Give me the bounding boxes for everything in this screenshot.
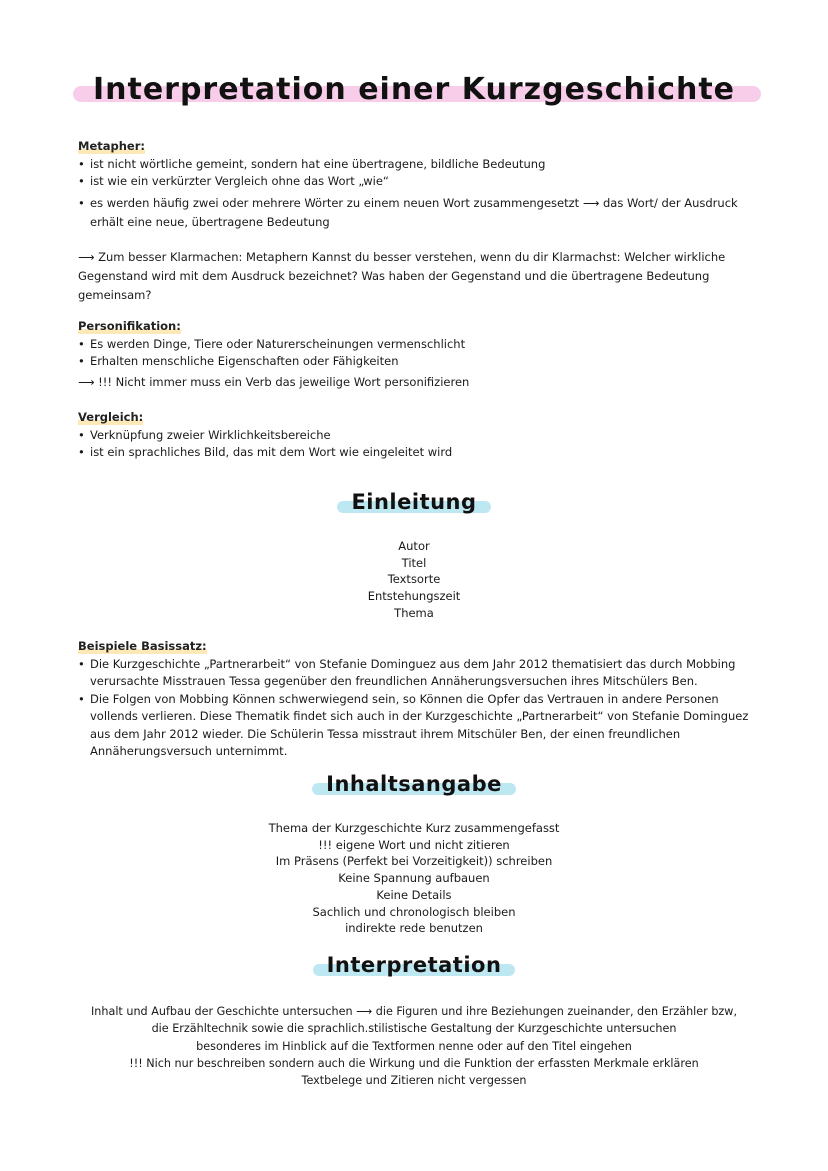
metapher-section [78, 138, 758, 305]
list-item: Keine Details [376, 887, 452, 902]
list-item: besonderes im Hinblick auf die Textformen nenne oder auf den Titel eingehen [196, 1039, 632, 1053]
list-item: Sachlich und chronologisch bleiben [312, 904, 516, 919]
personifikation-label: Personifikation: [78, 318, 181, 336]
list-item: Textsorte [387, 572, 441, 587]
list-item: Im Präsens (Perfekt bei Vorzeitigkeit)) schreiben [275, 854, 553, 869]
interpretation-heading-container [0, 953, 828, 977]
beispiele-section [78, 638, 758, 761]
personifikation-list [78, 336, 758, 371]
list-item: • ist ein sprachliches Bild, das mit dem Wort wie eingeleitet wird [78, 444, 758, 462]
list-item: Thema [394, 605, 434, 620]
metapher-note: ⟶ Zum besser Klarmachen: Metaphern Kannst du besser verstehen, wenn du dir Klarmachst: Welcher wirkliche Gegenstand wird mit dem Ausdruck bezeichnet? Was haben der Gegenstand und die übertragene Bedeutung gemeinsam? [78, 249, 726, 302]
interpretation-list [0, 1003, 828, 1089]
beispiele-label: Beispiele Basissatz: [78, 638, 207, 656]
metapher-list [78, 156, 758, 232]
list-item: Entstehungszeit [367, 589, 461, 604]
list-item: Textbelege und Zitieren nicht vergessen [301, 1074, 527, 1088]
inhaltsangabe-heading: Inhaltsangabe [320, 772, 508, 796]
inhaltsangabe-list [0, 820, 828, 937]
vergleich-list [78, 427, 758, 462]
list-item: • ist nicht wörtliche gemeint, sondern hat eine übertragene, bildliche Bedeutung [78, 156, 758, 174]
list-item: Inhalt und Aufbau der Geschichte untersuchen ⟶ die Figuren und ihre Beziehungen zueinander, den Erzähler bzw, [90, 1005, 738, 1018]
list-item: • Die Kurzgeschichte „Partnerarbeit“ von Stefanie Dominguez aus dem Jahr 2012 thematisiert das durch Mobbing verursachte Misstrauen Tessa gegenüber den freundlichen Annäherungsversuchen ihres Mitschülers Ben. [78, 656, 758, 691]
personifikation-section [78, 318, 758, 391]
vergleich-section [78, 409, 758, 462]
list-item: !!! Nich nur beschreiben sondern auch die Wirkung und die Funktion der erfassten Merkmale erklären [129, 1056, 699, 1070]
list-item: • Verknüpfung zweier Wirklichkeitsbereiche [78, 427, 758, 445]
list-item: !!! eigene Wort und nicht zitieren [318, 837, 510, 852]
einleitung-heading: Einleitung [345, 490, 482, 514]
einleitung-heading-container [0, 490, 828, 514]
list-item: • Es werden Dinge, Tiere oder Naturerscheinungen vermenschlicht [78, 336, 758, 354]
list-item: Thema der Kurzgeschichte Kurz zusammengefasst [268, 821, 560, 835]
list-item: • Die Folgen von Mobbing Können schwerwiegend sein, so Können die Opfer das Vertrauen in andere Personen vollends verlieren. Diese Thematik findet sich auch in der Kurzgeschichte „Partnerarbeit“ von Stefanie Dominguez aus dem Jahr 2012 wieder. Die Schülerin Tessa misstraut ihrem Mitschüler Ben, der einen freundlichen Annäherungsversuch unternimmt. [78, 691, 758, 761]
list-item: • Erhalten menschliche Eigenschaften oder Fähigkeiten [78, 353, 758, 371]
interpretation-heading: Interpretation [321, 953, 508, 977]
list-item: Keine Spannung aufbauen [338, 871, 490, 886]
list-item: die Erzähltechnik sowie die sprachlich.stilistische Gestaltung der Kurzgeschichte untersuchen [151, 1022, 677, 1036]
list-item: Titel [401, 555, 427, 570]
einleitung-list [0, 538, 828, 622]
title-container [0, 72, 828, 107]
list-item: • es werden häufig zwei oder mehrere Wörter zu einem neuen Wort zusammengesetzt ⟶ das Wort/ der Ausdruck erhält eine neue, übertragene Bedeutung [78, 194, 758, 232]
metapher-label: Metapher: [78, 138, 145, 156]
list-item: indirekte rede benutzen [345, 921, 483, 936]
list-item: Autor [398, 539, 430, 553]
page-title: Interpretation einer Kurzgeschichte [79, 72, 749, 107]
personifikation-note: ⟶ !!! Nicht immer muss ein Verb das jeweilige Wort personifizieren [78, 374, 470, 389]
vergleich-label: Vergleich: [78, 409, 143, 427]
list-item: • ist wie ein verkürzter Vergleich ohne das Wort „wie“ [78, 173, 758, 191]
inhaltsangabe-heading-container [0, 772, 828, 796]
beispiele-list [78, 656, 758, 761]
